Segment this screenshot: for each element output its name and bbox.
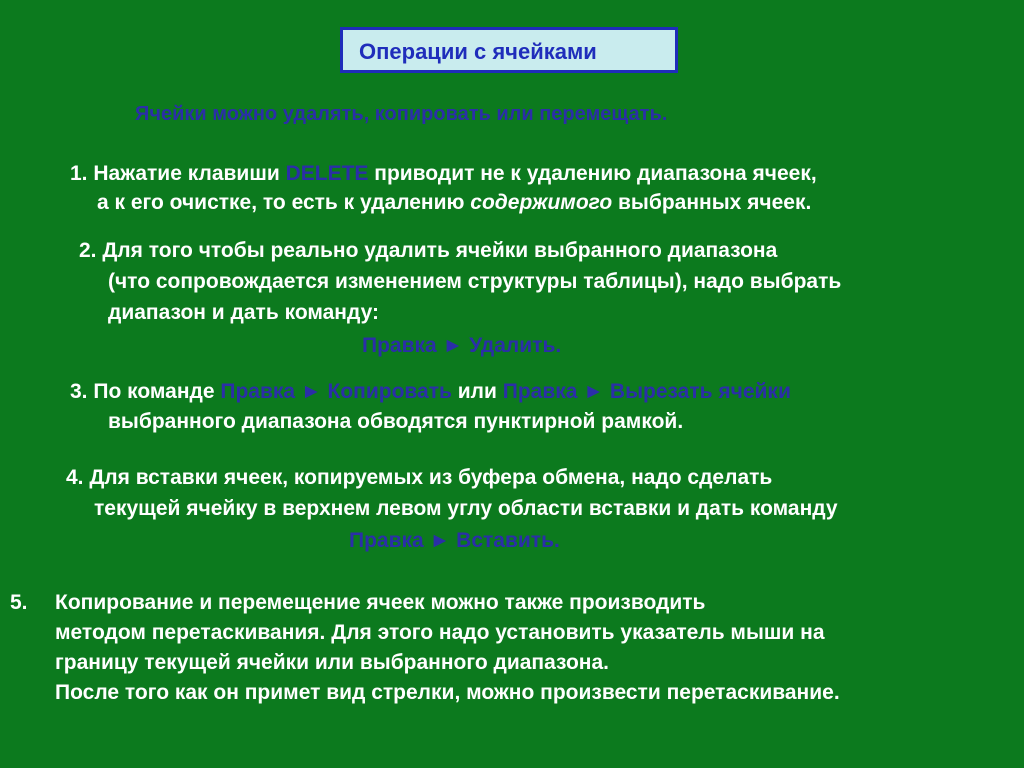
- item5-line1: Копирование и перемещение ячеек можно также производить: [55, 591, 706, 614]
- item5-line4: После того как он примет вид стрелки, можно произвести перетаскивание.: [55, 681, 840, 704]
- item4-command: Правка ► Вставить.: [349, 529, 560, 552]
- slide-title: Операции с ячейками: [359, 39, 597, 64]
- item3-line1: [70, 377, 791, 406]
- delete-key-label: DELETE: [285, 162, 369, 185]
- item4-line1: 4. Для вставки ячеек, копируемых из буфера обмена, надо сделать: [66, 466, 773, 489]
- title-box: [340, 27, 678, 73]
- item1-text-b: приводит не к удалению диапазона ячеек,: [368, 162, 817, 185]
- item1-line2: [97, 188, 811, 217]
- item1-line1: [70, 159, 817, 188]
- item3-command-copy: Правка ► Копировать: [220, 380, 452, 403]
- item4-line2: текущей ячейку в верхнем левом углу области вставки и дать команду: [94, 497, 838, 520]
- item3-text-a: 3. По команде: [70, 380, 221, 403]
- item3-line2: выбранного диапазона обводятся пунктирной рамкой.: [108, 410, 684, 433]
- item5-line2: методом перетаскивания. Для этого надо установить указатель мыши на: [55, 621, 825, 644]
- item5-number: 5.: [10, 591, 28, 614]
- item5-line3: границу текущей ячейки или выбранного диапазона.: [55, 651, 609, 674]
- item2-line2: (что сопровождается изменением структуры таблицы), надо выбрать: [108, 270, 842, 293]
- item1-text-c: а к его очистке, то есть к удалению: [97, 191, 471, 214]
- item1-text-a: 1. Нажатие клавиши: [70, 162, 286, 185]
- item2-line1: 2. Для того чтобы реально удалить ячейки выбранного диапазона: [79, 239, 778, 262]
- subtitle: Ячейки можно удалять, копировать или перемещать.: [135, 103, 668, 125]
- item2-line3: диапазон и дать команду:: [108, 301, 379, 324]
- item3-command-cut: Правка ► Вырезать ячейки: [502, 380, 791, 403]
- item2-command: Правка ► Удалить.: [362, 334, 562, 357]
- item1-text-d: выбранных ячеек.: [612, 191, 812, 214]
- item1-emphasis: содержимого: [470, 191, 613, 214]
- item3-text-b: или: [451, 380, 503, 403]
